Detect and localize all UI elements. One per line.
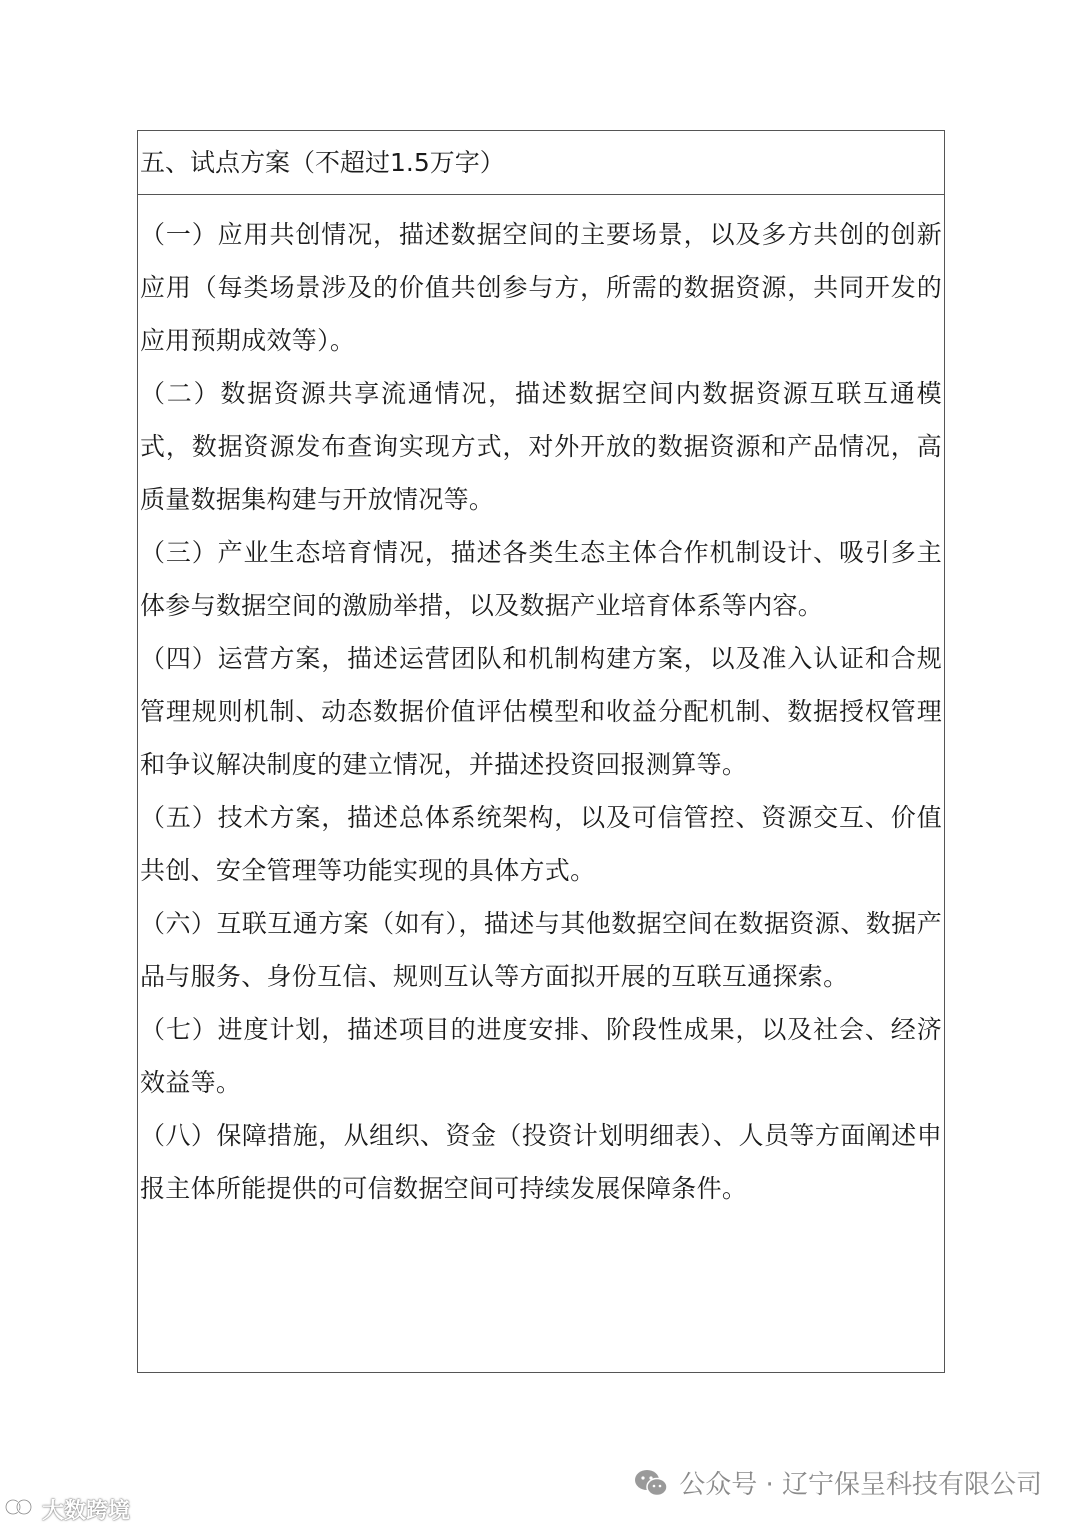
wechat-icon [633, 1468, 669, 1498]
item-interconnection-plan: （六）互联互通方案（如有），描述与其他数据空间在数据资源、数据产品与服务、身份互信、规则互认等方面拟开展的互联互通探索。 [140, 909, 942, 991]
watermark [633, 1464, 1042, 1501]
plan-form-table [137, 130, 945, 1373]
corner-mark [4, 1494, 130, 1525]
item-application-cocreation: （一）应用共创情况，描述数据空间的主要场景，以及多方共创的创新应用（每类场景涉及的价值共创参与方，所需的数据资源，共同开发的应用预期成效等）。 [140, 220, 942, 355]
item-data-sharing: （二）数据资源共享流通情况，描述数据空间内数据资源互联互通模式，数据资源发布查询实现方式，对外开放的数据资源和产品情况，高质量数据集构建与开放情况等。 [140, 379, 942, 514]
item-operation-plan: （四）运营方案，描述运营团队和机制构建方案，以及准入认证和合规管理规则机制、动态数据价值评估模型和收益分配机制、数据授权管理和争议解决制度的建立情况，并描述投资回报测算等。 [140, 644, 942, 779]
item-industry-ecosystem: （三）产业生态培育情况，描述各类生态主体合作机制设计、吸引多主体参与数据空间的激励举措，以及数据产业培育体系等内容。 [140, 538, 942, 620]
section-header: 五、试点方案（不超过1.5万字） [138, 131, 944, 195]
item-schedule: （七）进度计划，描述项目的进度安排、阶段性成果，以及社会、经济效益等。 [140, 1015, 942, 1097]
logo-icon [4, 1495, 34, 1525]
item-technical-plan: （五）技术方案，描述总体系统架构，以及可信管控、资源交互、价值共创、安全管理等功能实现的具体方式。 [140, 803, 942, 885]
item-safeguards: （八）保障措施，从组织、资金（投资计划明细表）、人员等方面阐述申报主体所能提供的可信数据空间可持续发展保障条件。 [140, 1121, 942, 1203]
watermark-text: 公众号 · 辽宁保呈科技有限公司 [679, 1470, 1042, 1500]
section-content [138, 195, 944, 1215]
corner-mark-text: 大数跨境 [42, 1499, 131, 1524]
